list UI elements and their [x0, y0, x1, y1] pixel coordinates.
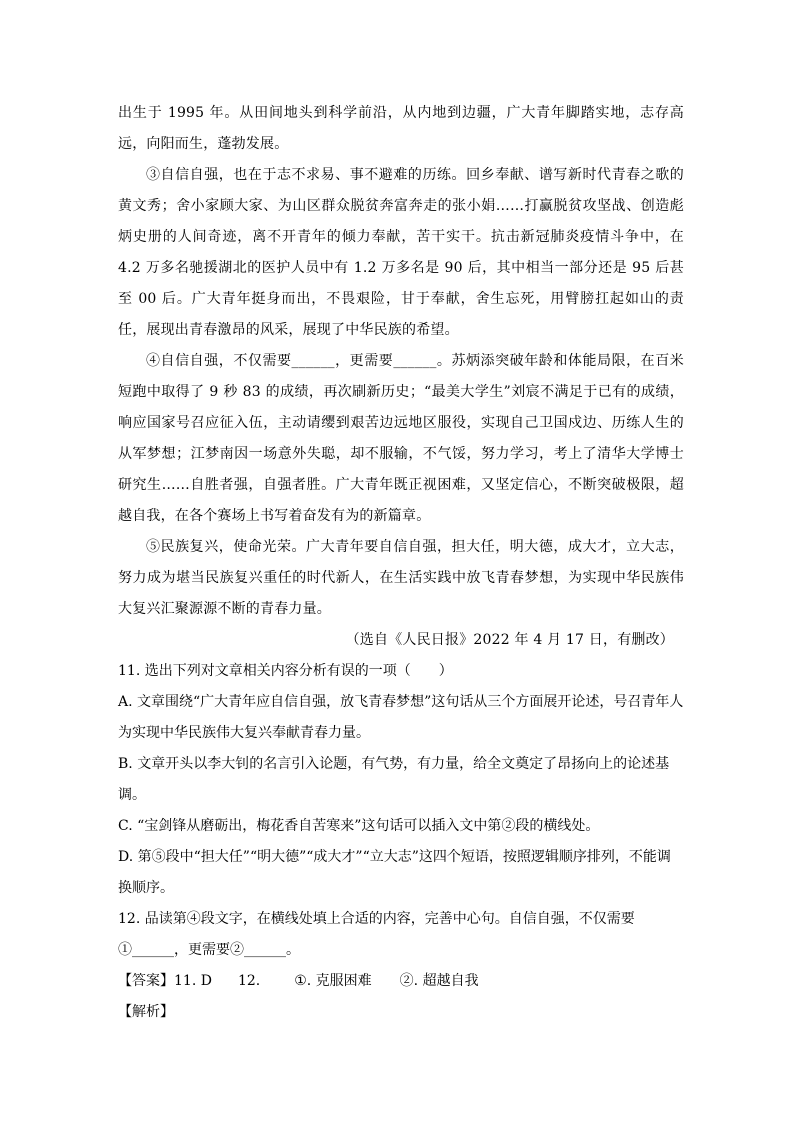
intro-paragraph: 出生于 1995 年。从田间地头到科学前沿，从内地到边疆，广大青年脚踏实地，志存高远，向阳而生，蓬勃发展。: [118, 105, 684, 152]
source-citation: （选自《人民日报》2022 年 4 月 17 日，有删改）: [345, 632, 674, 648]
answer-line: [118, 966, 684, 997]
question-11-stem: 11. 选出下列对文章相关内容分析有误的一项（ ）: [118, 663, 453, 679]
paragraph-4: ④自信自强，不仅需要______，更需要______。苏炳添突破年龄和体能局限，在百米短跑中取得了 9 秒 83 的成绩，再次刷新历史；“最美大学生”刘宸不满足于已有的成绩，响应国家号召应征入伍，主动请缨到艰苦边远地区服役，实现自己卫国戍边、历练人生的从军梦想；江梦南因一场意外失聪，却不服输，不气馁，努力学习，考上了清华大学博士研究生……自胜者强，自强者胜。广大青年既正视困难，又坚定信心，不断突破极限，超越自我，在各个赛场上书写着奋发有为的新篇章。: [118, 353, 684, 524]
answer-11: 11. D: [174, 973, 212, 989]
answer-12-part-1: ①. 克服困难: [294, 973, 372, 989]
question-11-option-c: C. “宝剑锋从磨砺出，梅花香自苦寒来”这句话可以插入文中第②段的横线处。: [118, 818, 600, 834]
answer-12-number: 12.: [237, 973, 261, 989]
question-11-option-a: A. 文章围绕“广大青年应自信自强，放飞青春梦想”这句话从三个方面展开论述，号召青年人为实现中华民族伟大复兴奉献青春力量。: [118, 694, 684, 741]
paragraph-5: ⑤民族复兴，使命光荣。广大青年要自信自强，担大任，明大德，成大才，立大志，努力成为堪当民族复兴重任的时代新人，在生活实践中放飞青春梦想，为实现中华民族伟大复兴汇聚源源不断的青春力量。: [118, 539, 684, 617]
document-page: [118, 98, 684, 1028]
question-11-option-d: D. 第⑤段中“担大任”“明大德”“成大才”“立大志”这四个短语，按照逻辑顺序排列，不能调换顺序。: [118, 849, 671, 896]
paragraph-3: ③自信自强，也在于志不求易、事不避难的历练。回乡奉献、谱写新时代青春之歌的黄文秀；舍小家顾大家、为山区群众脱贫奔富奔走的张小娟……打赢脱贫攻坚战、创造彪炳史册的人间奇迹，离不开青年的倾力奉献，苦干实干。抗击新冠肺炎疫情斗争中，在 4.2 万多名驰援湖北的医护人员中有 1.2 万多名是 90 后，其中相当一部分还是 95 后甚至 00 后。广大青年挺身而出，不畏艰险，甘于奉献，舍生忘死，用臂膀扛起如山的责任，展现出青春激昂的风采，展现了中华民族的希望。: [118, 167, 684, 338]
question-11-option-b: B. 文章开头以李大钊的名言引入论题，有气势，有力量，给全文奠定了昂扬向上的论述基调。: [118, 756, 670, 803]
analysis-label: 【解析】: [118, 1004, 174, 1020]
answer-12-part-2: ②. 超越自我: [399, 973, 479, 989]
answer-label: 【答案】: [118, 973, 174, 989]
question-12-stem: 12. 品读第④段文字，在横线处填上合适的内容，完善中心句。自信自强，不仅需要①______，更需要②______。: [118, 911, 635, 958]
